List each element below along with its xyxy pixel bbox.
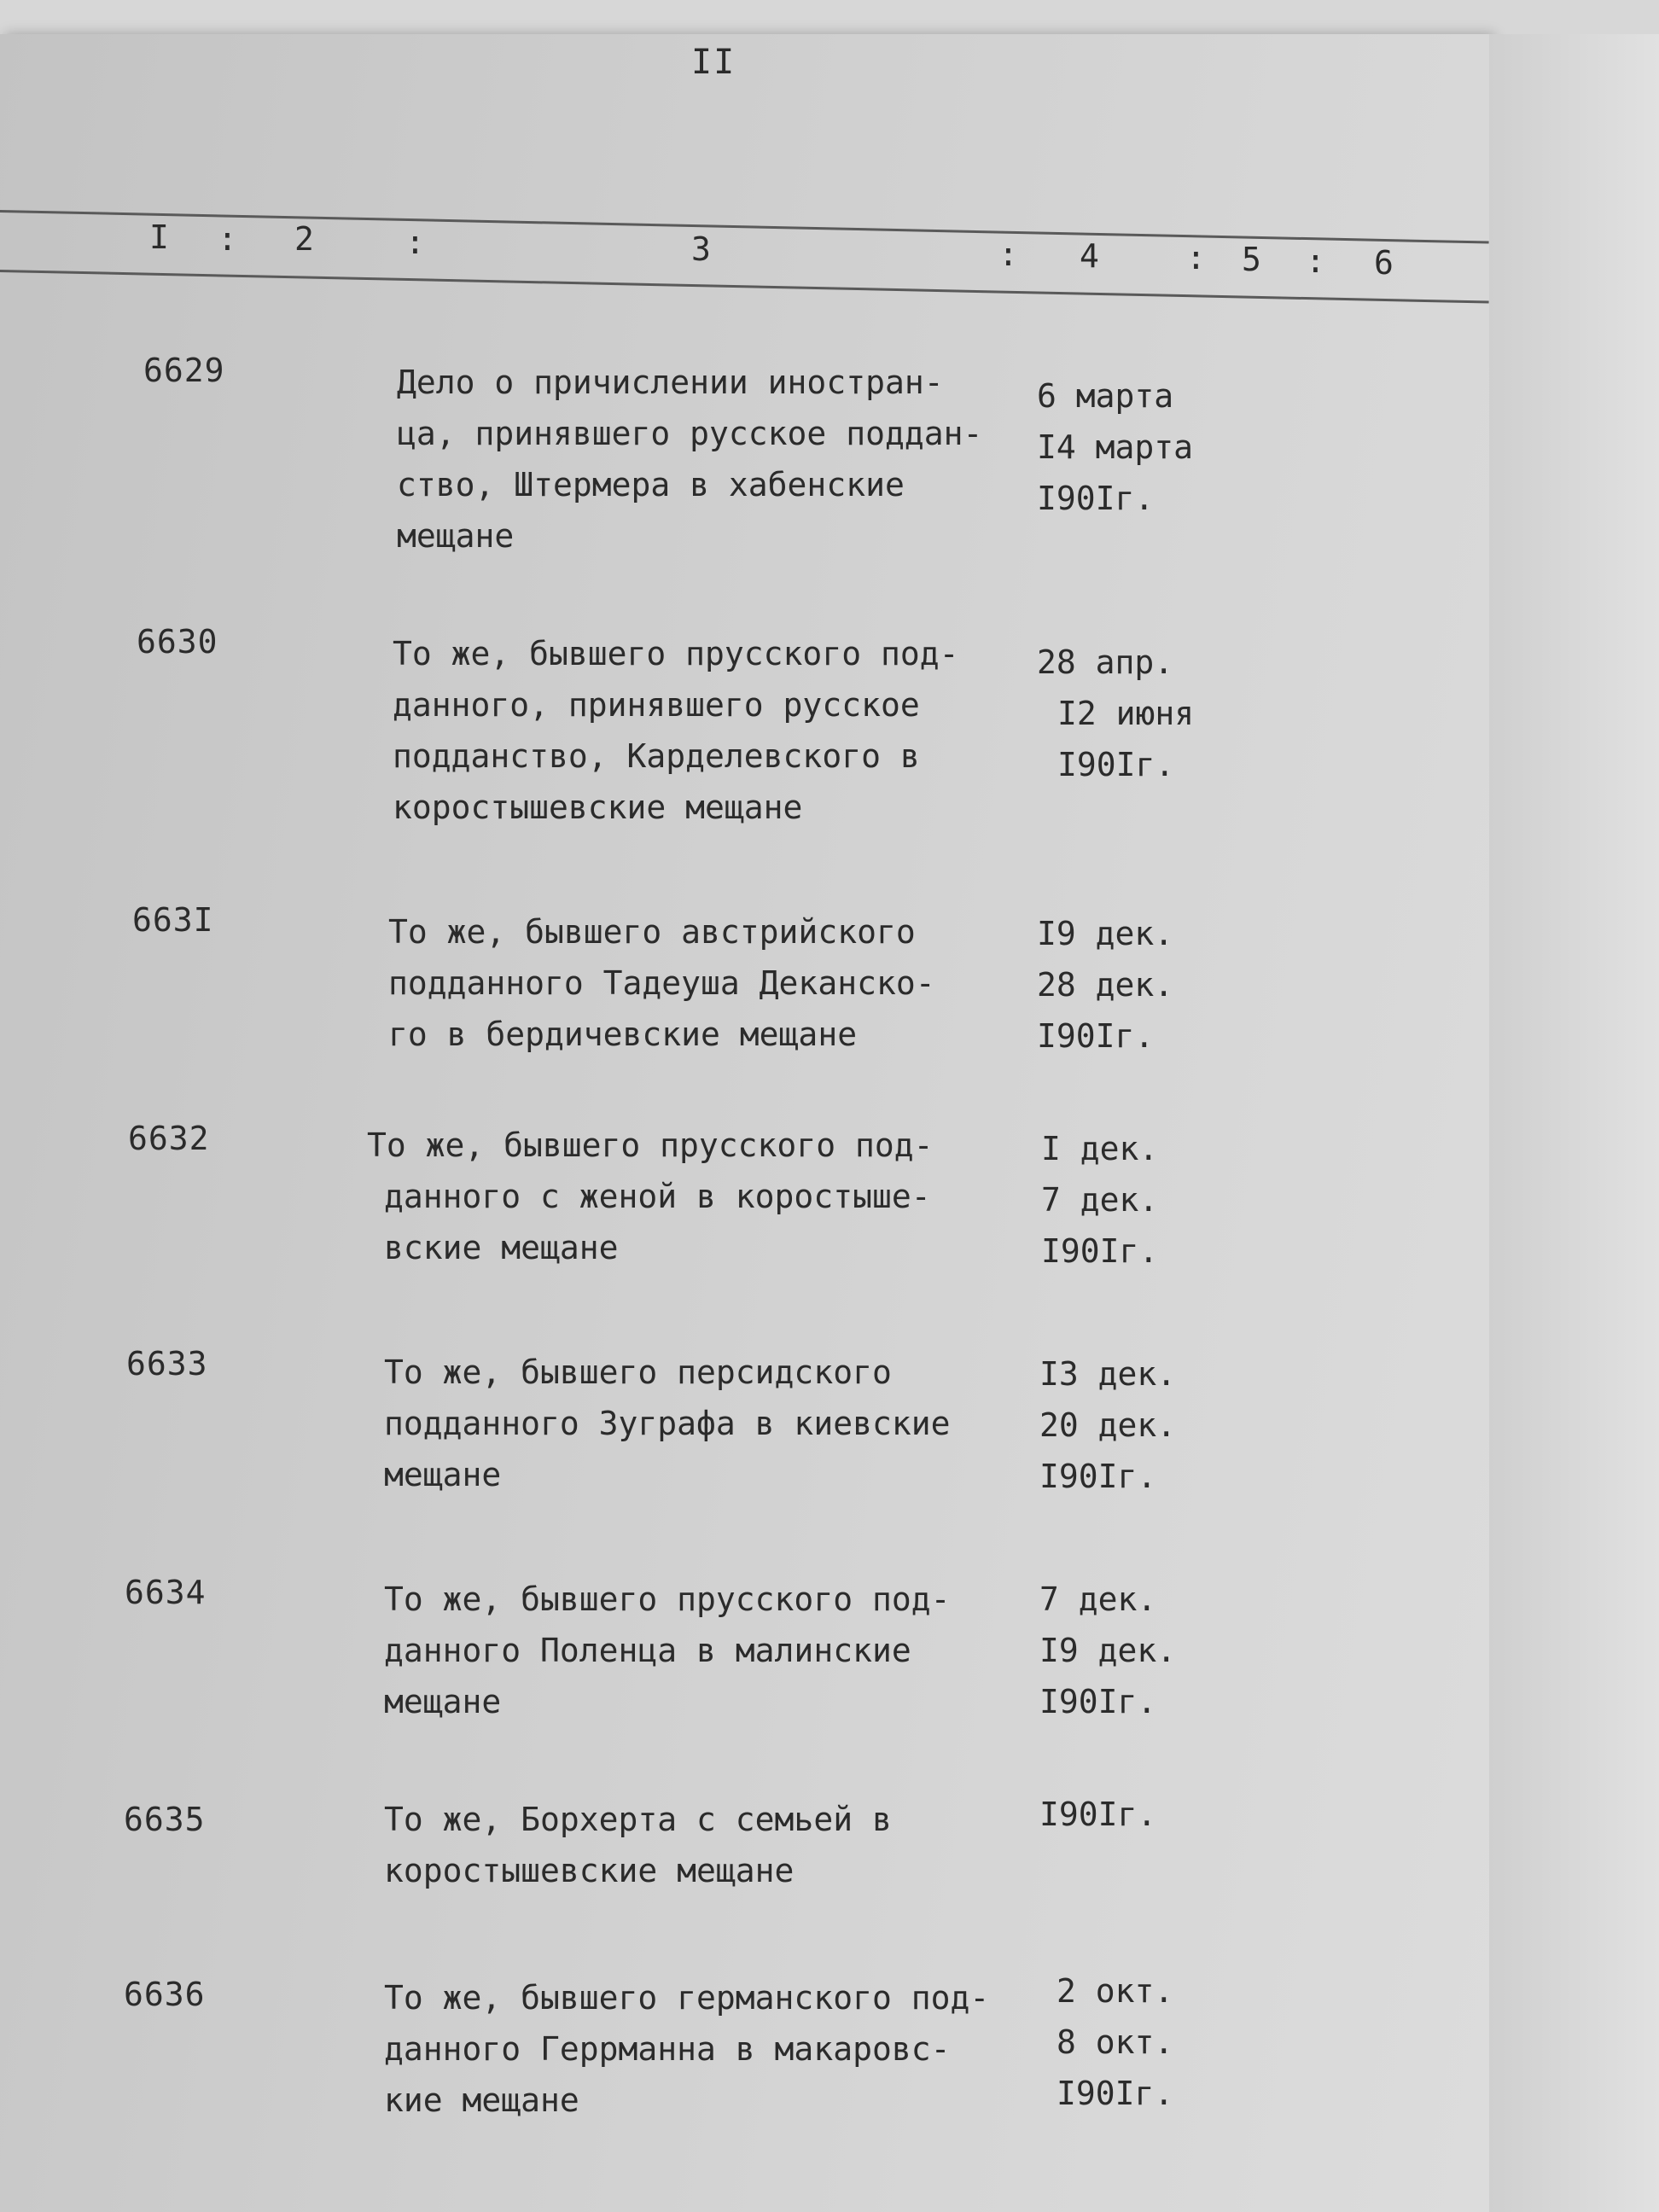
column-header-5: 5	[1242, 241, 1261, 278]
record-date-line: 7 дек.	[1041, 1181, 1159, 1219]
column-header-2: 2	[294, 220, 314, 258]
record-description-line: Дело о причислении иностран-	[397, 364, 944, 401]
record-description-line: ство, Штермера в хабенские	[397, 466, 905, 504]
record-number: 6636	[124, 1976, 206, 2013]
record-description-line: То же, бывшего прусского под-	[367, 1126, 934, 1164]
record-number: 6634	[125, 1574, 207, 1611]
record-date-line: I9 дек.	[1037, 915, 1174, 952]
record-date-line: I90Iг.	[1039, 1683, 1157, 1720]
record-description	[397, 357, 1045, 562]
record-number: 6632	[128, 1120, 210, 1157]
record-dates	[1037, 637, 1208, 790]
record-description-line: подданного Тадеуша Деканско-	[388, 964, 935, 1002]
record-date-line: 28 апр.	[1037, 643, 1174, 681]
record-description-line: мещане	[384, 1683, 502, 1720]
record-description-line: коростышевские мещане	[393, 789, 803, 826]
record-description	[384, 1972, 1033, 2126]
column-header-separator: :	[1186, 239, 1206, 276]
record-description-line: То же, Борхерта с семьей в	[384, 1801, 892, 1838]
record-number: 6630	[137, 623, 218, 661]
column-header-separator: :	[1306, 242, 1325, 280]
record-date-line: 28 дек.	[1037, 966, 1174, 1004]
record-description-line: То же, бывшего германского под-	[384, 1979, 990, 2017]
record-description-line: То же, бывшего персидского	[384, 1353, 892, 1391]
record-description-line: ца, принявшего русское поддан-	[397, 415, 983, 452]
record-number: 6633	[126, 1345, 208, 1382]
record-description-line: мещане	[397, 517, 515, 555]
record-description-line: То же, бывшего прусского под-	[393, 635, 959, 672]
page-number: II	[691, 43, 736, 82]
record-description-line: мещане	[384, 1456, 502, 1493]
record-date-line: I9 дек.	[1039, 1632, 1177, 1669]
column-header-separator: :	[998, 236, 1018, 273]
record-number: 6629	[143, 352, 225, 389]
record-date-line: I90Iг.	[1039, 1796, 1157, 1833]
column-header-row	[0, 218, 1489, 282]
record-description-line: То же, бывшего австрийского	[388, 913, 916, 951]
record-date-line: I4 марта	[1037, 428, 1194, 466]
record-description-line: подданство, Карделевского в	[393, 737, 920, 775]
record-description-line: данного Поленца в малинские	[384, 1632, 911, 1669]
record-date-line: I90Iг.	[1041, 1232, 1159, 1270]
record-description-line: подданного Зуграфа в киевские	[384, 1405, 951, 1442]
record-description-line: вские мещане	[384, 1229, 619, 1266]
record-date-line: I90Iг.	[1039, 1458, 1157, 1495]
record-date-line: 8 окт.	[1057, 2023, 1174, 2061]
record-date-line: I90Iг.	[1037, 480, 1155, 517]
record-dates	[1039, 1789, 1210, 1840]
column-header-1: I	[149, 218, 169, 256]
record-dates	[1037, 370, 1208, 524]
page-edge	[1489, 34, 1659, 2212]
record-dates	[1039, 1574, 1210, 1727]
column-header-3: 3	[691, 230, 711, 268]
record-dates	[1039, 1348, 1210, 1502]
record-date-line: 20 дек.	[1039, 1406, 1177, 1444]
record-date-line: I90Iг.	[1057, 2075, 1174, 2112]
column-header-6: 6	[1374, 244, 1394, 282]
record-number: 663I	[132, 901, 214, 939]
record-description	[388, 906, 1037, 1060]
record-description-line: данного с женой в коростыше-	[384, 1178, 931, 1215]
column-header-4: 4	[1080, 237, 1099, 275]
record-date-line: 2 окт.	[1057, 1972, 1174, 2010]
record-date-line: I3 дек.	[1039, 1355, 1177, 1393]
record-description-line: То же, бывшего прусского под-	[384, 1580, 951, 1618]
record-description	[367, 1120, 1016, 1273]
record-description	[384, 1347, 1033, 1500]
record-description-line: кие мещане	[384, 2081, 579, 2119]
record-description-line: данного, принявшего русское	[393, 686, 920, 724]
column-header-separator: :	[218, 220, 237, 258]
column-header-separator: :	[405, 224, 425, 261]
record-dates	[1037, 908, 1208, 1062]
record-dates	[1057, 1965, 1227, 2119]
record-description-line: данного Геррманна в макаровс-	[384, 2030, 951, 2068]
record-description	[393, 628, 1041, 833]
record-description	[384, 1794, 1033, 1896]
record-number: 6635	[124, 1801, 206, 1838]
record-date-line: I90Iг.	[1037, 1017, 1155, 1055]
record-description-line: коростышевские мещане	[384, 1852, 795, 1889]
record-description	[384, 1574, 1033, 1727]
record-date-line: I2 июня	[1057, 695, 1195, 732]
record-date-line: 6 марта	[1037, 377, 1174, 415]
record-date-line: I90Iг.	[1057, 746, 1175, 783]
record-date-line: 7 дек.	[1039, 1580, 1157, 1618]
record-date-line: I дек.	[1041, 1130, 1159, 1167]
record-dates	[1041, 1123, 1212, 1277]
record-description-line: го в бердичевские мещане	[388, 1016, 858, 1053]
